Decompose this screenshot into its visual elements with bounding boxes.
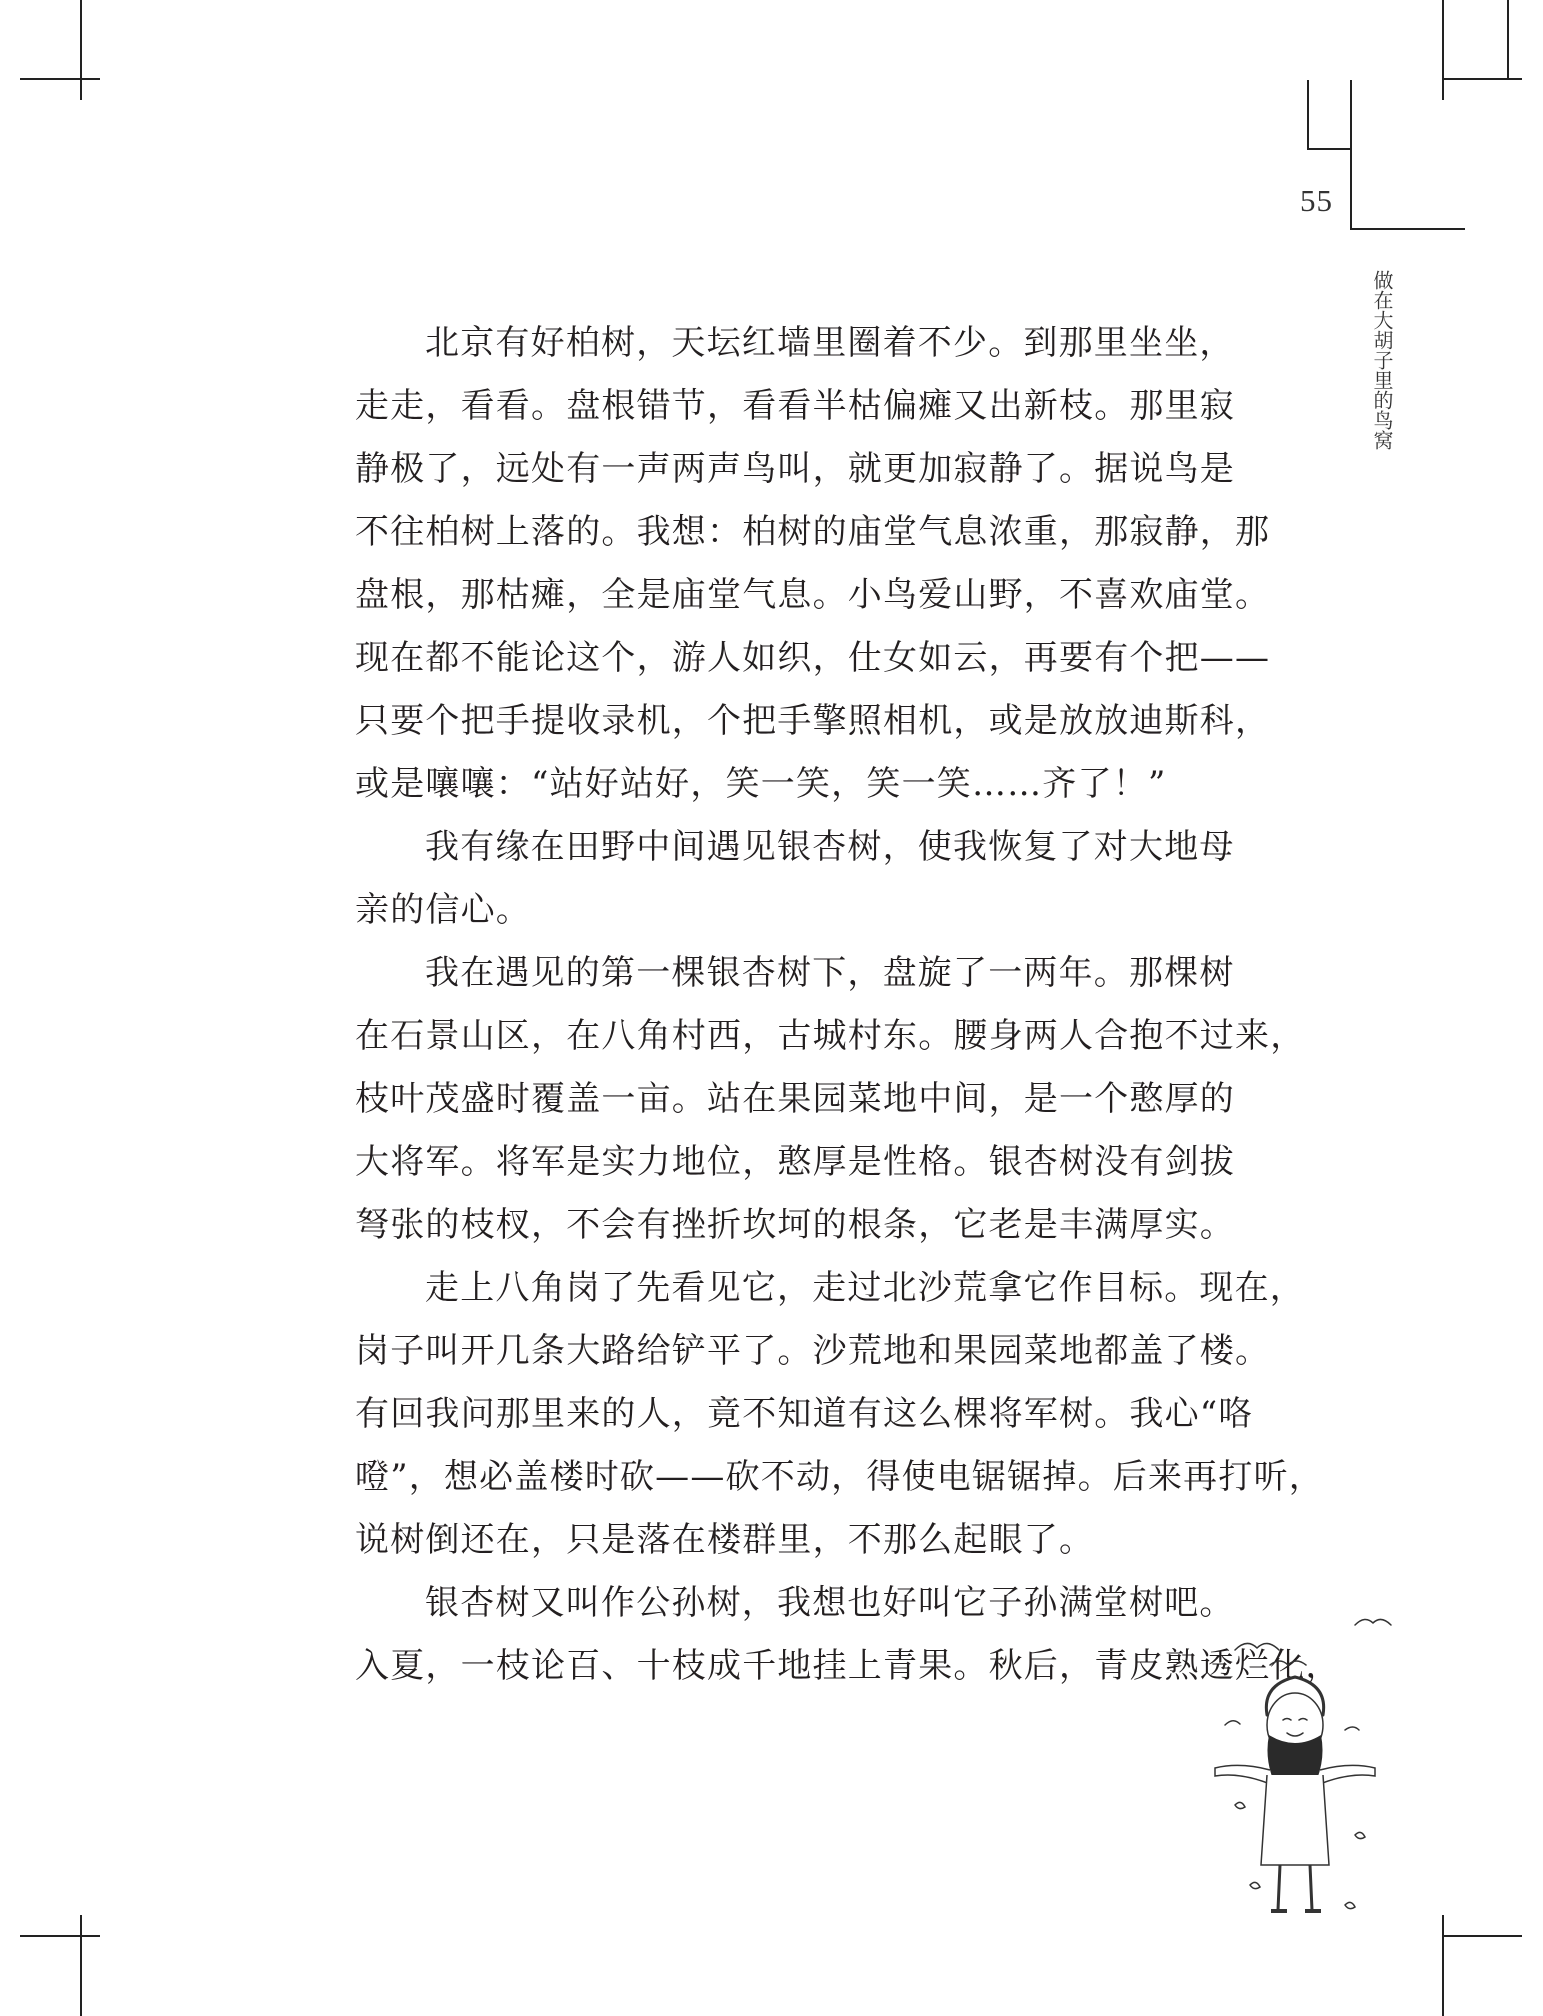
text-line: 走上八角岗了先看见它，走过北沙荒拿它作目标。现在， (425, 1268, 1305, 1308)
body-text (355, 312, 1341, 1698)
crop-mark-top-left-h (20, 78, 100, 80)
bearded-man-illustration (1195, 1605, 1400, 1935)
text-line: 亲的信心。 (355, 890, 531, 930)
text-line: 我有缘在田野中间遇见银杏树，使我恢复了对大地母 (425, 827, 1235, 867)
crop-mark-corner-bracket-h2 (1350, 228, 1465, 230)
bird-icon (1235, 1643, 1279, 1650)
bird-icon (1270, 1661, 1306, 1665)
text-line: 大将军。将军是实力地位，憨厚是性格。银杏树没有剑拔 (355, 1142, 1235, 1182)
crop-mark-top-left-v (80, 0, 82, 100)
text-line: 走走，看看。盘根错节，看看半枯偏瘫又出新枝。那里寂 (355, 386, 1235, 426)
text-line: 不往柏树上落的。我想：柏树的庙堂气息浓重，那寂静，那 (355, 512, 1271, 552)
text-line: 在石景山区，在八角村西，古城村东。腰身两人合抱不过来， (355, 1016, 1306, 1056)
text-line: 枝叶茂盛时覆盖一亩。站在果园菜地中间，是一个憨厚的 (355, 1079, 1235, 1119)
text-line: 静极了，远处有一声两声鸟叫，就更加寂静了。据说鸟是 (355, 449, 1235, 489)
leaf-icon (1250, 1882, 1260, 1888)
crop-mark-top-right-v (1442, 0, 1444, 100)
running-head: 做在大胡子里的鸟窝 (1370, 270, 1394, 450)
text-line: 弩张的枝杈，不会有挫折坎坷的根条，它老是丰满厚实。 (355, 1205, 1235, 1245)
text-line: 有回我问那里来的人，竟不知道有这么棵将军树。我心“咯 (355, 1394, 1254, 1434)
text-line: 盘根，那枯瘫，全是庙堂气息。小鸟爱山野，不喜欢庙堂。 (355, 575, 1271, 615)
bird-icon (1355, 1619, 1391, 1625)
crop-mark-bottom-left-v (80, 1915, 82, 2016)
leaf-icon (1345, 1902, 1355, 1908)
text-line: 北京有好柏树，天坛红墙里圈着不少。到那里坐坐， (425, 323, 1235, 363)
crop-mark-corner-bracket-v (1307, 80, 1309, 148)
text-line: 或是嚷嚷：“站好站好，笑一笑，笑一笑……齐了！” (355, 764, 1167, 804)
bird-icon (1225, 1721, 1240, 1725)
crop-mark-bottom-right-v (1442, 1915, 1444, 2016)
crop-mark-bottom-right-h (1442, 1935, 1522, 1937)
crop-mark-corner-bracket-v2 (1350, 80, 1352, 230)
text-line: 我在遇见的第一棵银杏树下，盘旋了一两年。那棵树 (425, 953, 1235, 993)
text-line: 银杏树又叫作公孙树，我想也好叫它子孙满堂树吧。 (425, 1583, 1235, 1623)
crop-mark-top-right-v2 (1507, 0, 1509, 78)
text-line: 说树倒还在，只是落在楼群里，不那么起眼了。 (355, 1520, 1095, 1560)
text-line: 现在都不能论这个，游人如织，仕女如云，再要有个把—— (355, 638, 1271, 678)
crop-mark-bottom-left-h (20, 1935, 100, 1937)
text-line: 噔”，想必盖楼时砍——砍不动，得使电锯锯掉。后来再打听， (355, 1457, 1324, 1497)
leaf-icon (1355, 1832, 1365, 1838)
page-number: 55 (1300, 183, 1333, 218)
text-line: 只要个把手提收录机，个把手擎照相机，或是放放迪斯科， (355, 701, 1271, 741)
text-line: 岗子叫开几条大路给铲平了。沙荒地和果园菜地都盖了楼。 (355, 1331, 1271, 1371)
text-line: 入夏，一枝论百、十枝成千地挂上青果。秋后，青皮熟透烂化， (355, 1646, 1341, 1686)
bird-icon (1345, 1727, 1359, 1730)
leaf-icon (1235, 1802, 1245, 1808)
crop-mark-corner-bracket-h (1307, 148, 1352, 150)
crop-mark-top-right-h (1442, 78, 1522, 80)
